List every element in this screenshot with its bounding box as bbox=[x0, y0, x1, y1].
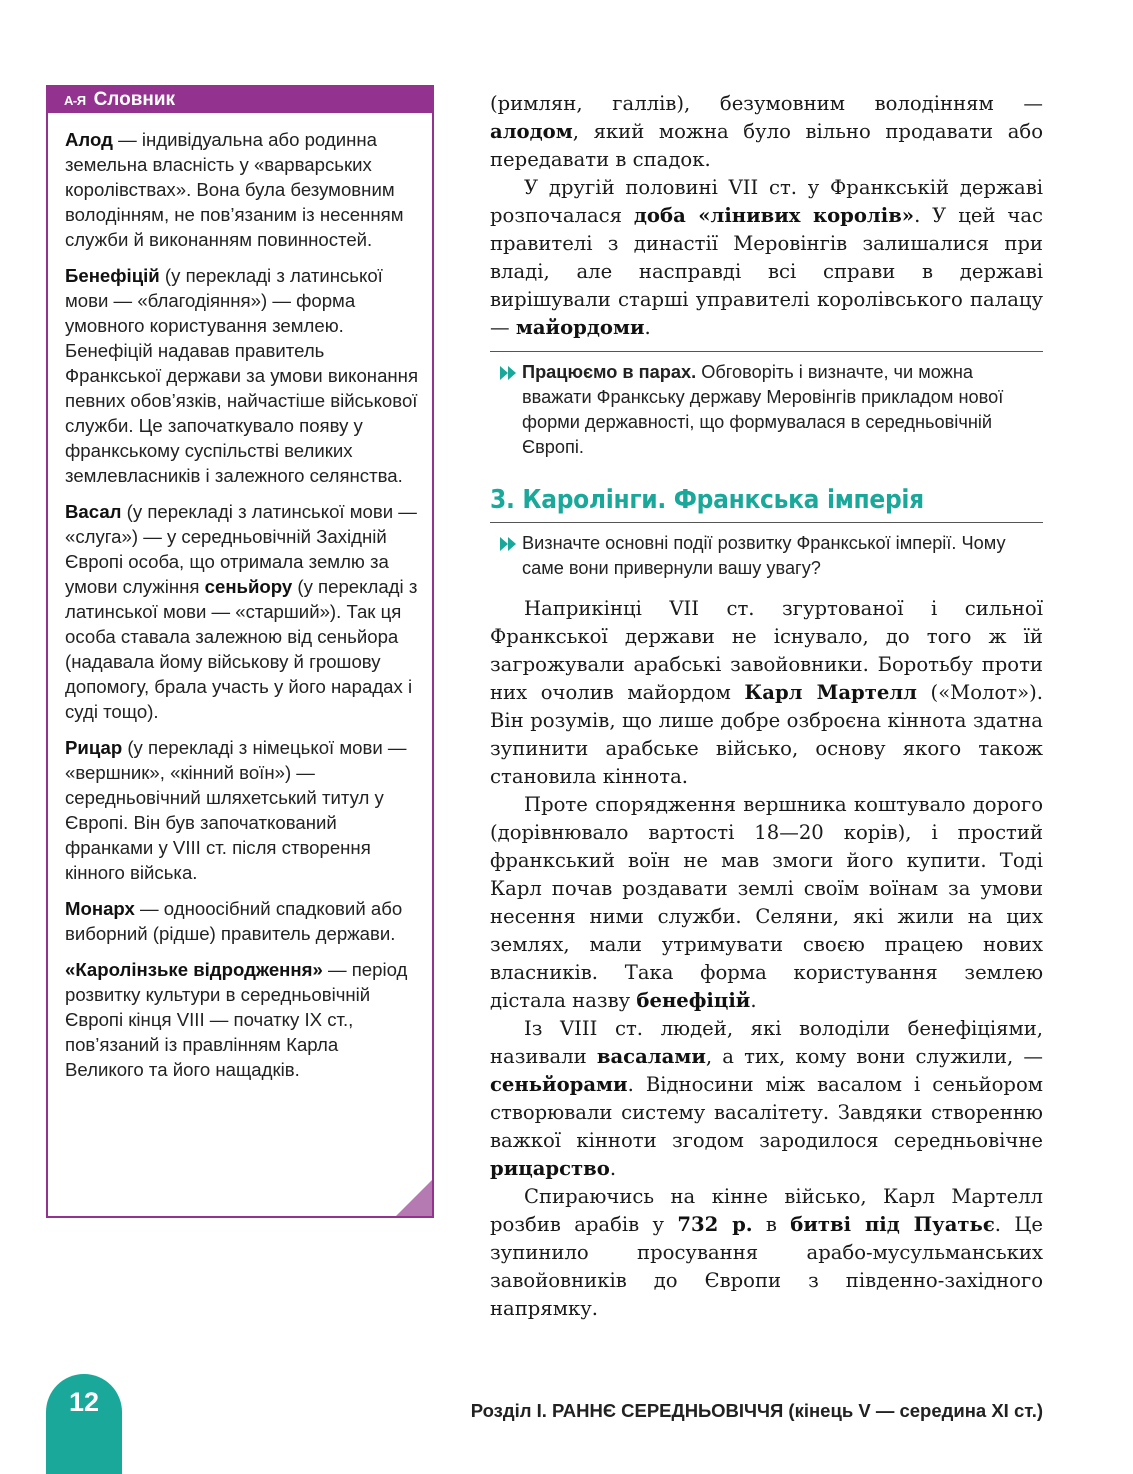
divider bbox=[490, 351, 1043, 352]
paragraph-4 bbox=[490, 791, 1043, 1015]
text-run: Проте спорядження вершника коштувало дорого (дорівнювало вартості 18—20 корів), і простий франкський воїн не мав змоги його купити. Тоді Карл почав роздавати землі своїм воїнам за умови несення ними служби. Селяни, які жили на цих землях, мали утримувати своєю працею нових власників. Така форма користування землею дістала назву bbox=[490, 793, 1043, 1012]
divider bbox=[490, 522, 1043, 523]
key-term: бенефіцій bbox=[636, 989, 751, 1012]
glossary-az-icon: А-Я bbox=[64, 92, 86, 108]
glossary-term: Бенефіцій bbox=[65, 265, 160, 286]
text-run: (римлян, галлів), безумовним володінням — bbox=[490, 92, 1043, 115]
text-run: в bbox=[752, 1213, 791, 1236]
text-run: . bbox=[609, 1157, 617, 1180]
paragraph-3 bbox=[490, 595, 1043, 791]
key-term: 732 р. bbox=[677, 1213, 753, 1236]
task-text: Обговоріть і визначте, чи можна вважати Франкську державу Меровінгів прикладом нової форми державності, що формувалася в середньовічній Європі. bbox=[522, 362, 1004, 457]
key-term: доба «лінивих королів» bbox=[633, 204, 915, 227]
key-term: сеньйорами bbox=[490, 1073, 628, 1096]
paragraph-2 bbox=[490, 174, 1043, 342]
key-term: рицарство bbox=[490, 1157, 610, 1180]
double-arrow-icon bbox=[500, 366, 518, 380]
glossary-definition: — період розвитку культури в середньовічній Європі кінця VIII — початку IX ст., пов’язаний із правлінням Карла Великого та його нащадків. bbox=[65, 959, 408, 1080]
glossary-body bbox=[48, 113, 432, 1082]
task-events bbox=[490, 531, 1043, 581]
glossary-term: Рицар bbox=[65, 737, 123, 758]
task-pairs bbox=[490, 360, 1043, 460]
glossary-term: Алод bbox=[65, 129, 113, 150]
text-run: , який можна було вільно продавати або передавати в спадок. bbox=[490, 120, 1043, 171]
text-run: Спираючись на кінне військо, Карл Мартелл розбив арабів у bbox=[490, 1185, 1043, 1236]
glossary-header bbox=[48, 87, 432, 113]
page-corner-decoration bbox=[396, 1180, 432, 1216]
glossary-definition: — індивідуальна або родинна земельна власність у «варварських королівствах». Вона була безумовним володінням, не пов’язаним із несенням служби й виконанням повинностей. bbox=[65, 129, 404, 250]
glossary-definition: (у перекладі з німецької мови — «вершник», «кінний воїн») — середньовічний шляхетський титул у Європі. Він був започаткований франками у VIII ст. після створення кінного війська. bbox=[65, 737, 407, 883]
glossary-entry-monarch bbox=[65, 896, 420, 946]
glossary-box bbox=[46, 85, 434, 1218]
glossary-definition: — одноосібний спадковий або виборний (рідше) правитель держави. bbox=[65, 898, 403, 944]
paragraph-6 bbox=[490, 1183, 1043, 1323]
glossary-definition: (у перекладі з латинської мови — «слуга») — у середньовічній Західній Європі особа, що отримала землю за умови служіння bbox=[65, 501, 417, 597]
main-text-column bbox=[490, 90, 1043, 1323]
text-run: . bbox=[750, 989, 757, 1012]
text-run: . bbox=[644, 316, 651, 339]
glossary-definition: (у перекладі з латинської мови — «старший»). Так ця особа ставала залежною від сеньйора (надавала йому військову й грошову допомогу, брала участь у його нарадах і суді тощо). bbox=[65, 576, 418, 722]
glossary-term-inline: сеньйору bbox=[204, 576, 293, 597]
glossary-entry-knight bbox=[65, 735, 420, 885]
key-term: майордоми bbox=[515, 316, 645, 339]
task-lead: Працюємо в парах. bbox=[522, 362, 697, 382]
text-run: Наприкінці VII ст. згуртованої і сильної Франкської держави не існувало, до того ж їй загрожували арабські завойовники. Боротьбу проти них очолив майордом bbox=[490, 597, 1043, 704]
glossary-entry-alod bbox=[65, 127, 420, 252]
text-run: («Молот»). Він розумів, що лише добре озброєна кіннота здатна зупинити арабське військо, основу якого також становила кіннота. bbox=[490, 681, 1043, 788]
paragraph-1 bbox=[490, 90, 1043, 174]
text-run: У другій половині VII ст. у Франкській державі розпочалася bbox=[490, 176, 1043, 227]
glossary-term: «Каролінзьке відродження» bbox=[65, 959, 323, 980]
key-term: Карл Мартелл bbox=[744, 681, 917, 704]
glossary-entry-vassal bbox=[65, 499, 420, 724]
text-run: . Відносини між васалом і сеньйором створювали систему васалітету. Завдяки створенню важкої кінноти згодом зародилося середньовічне bbox=[490, 1073, 1043, 1152]
running-title: Розділ І. РАННЄ СЕРЕДНЬОВІЧЧЯ (кінець V — середина XI ст.) bbox=[470, 1400, 1043, 1421]
glossary-term: Васал bbox=[65, 501, 122, 522]
key-term: васалами bbox=[596, 1045, 706, 1068]
text-run: Із VIII ст. людей, які володіли бенефіціями, називали bbox=[490, 1017, 1043, 1068]
text-run: . Це зупинило просування арабо-мусульманських завойовників до Європи з південно-західного напрямку. bbox=[490, 1213, 1043, 1320]
text-run: . У цей час правителі з династії Меровінгів залишалися при владі, але насправді всі справи в державі вирішували старші управителі королівського палацу — bbox=[490, 204, 1043, 339]
glossary-term: Монарх bbox=[65, 898, 135, 919]
glossary-entry-benefice bbox=[65, 263, 420, 488]
text-run: , а тих, кому вони служили, — bbox=[705, 1045, 1044, 1068]
double-arrow-icon bbox=[500, 537, 518, 551]
paragraph-5 bbox=[490, 1015, 1043, 1183]
glossary-entry-carolingian bbox=[65, 957, 420, 1082]
task-text: Визначте основні події розвитку Франкської імперії. Чому саме вони привернули вашу увагу? bbox=[522, 533, 1006, 578]
key-term: алодом bbox=[490, 120, 573, 143]
glossary-definition: (у перекладі з латинської мови — «благодіяння») — форма умовного користування землею. Бенефіцій надавав правитель Франкської держави за умови виконання певних обов’язків, найчастіше військової служби. Це започаткувало появу у франкському суспільстві великих землевласників і залежного селянства. bbox=[65, 265, 419, 486]
glossary-title: Словник bbox=[93, 89, 176, 110]
page-number: 12 bbox=[46, 1374, 122, 1474]
section-title: 3. Каролінги. Франкська імперія bbox=[490, 485, 924, 515]
key-term: битві під Пуатьє bbox=[790, 1213, 995, 1236]
